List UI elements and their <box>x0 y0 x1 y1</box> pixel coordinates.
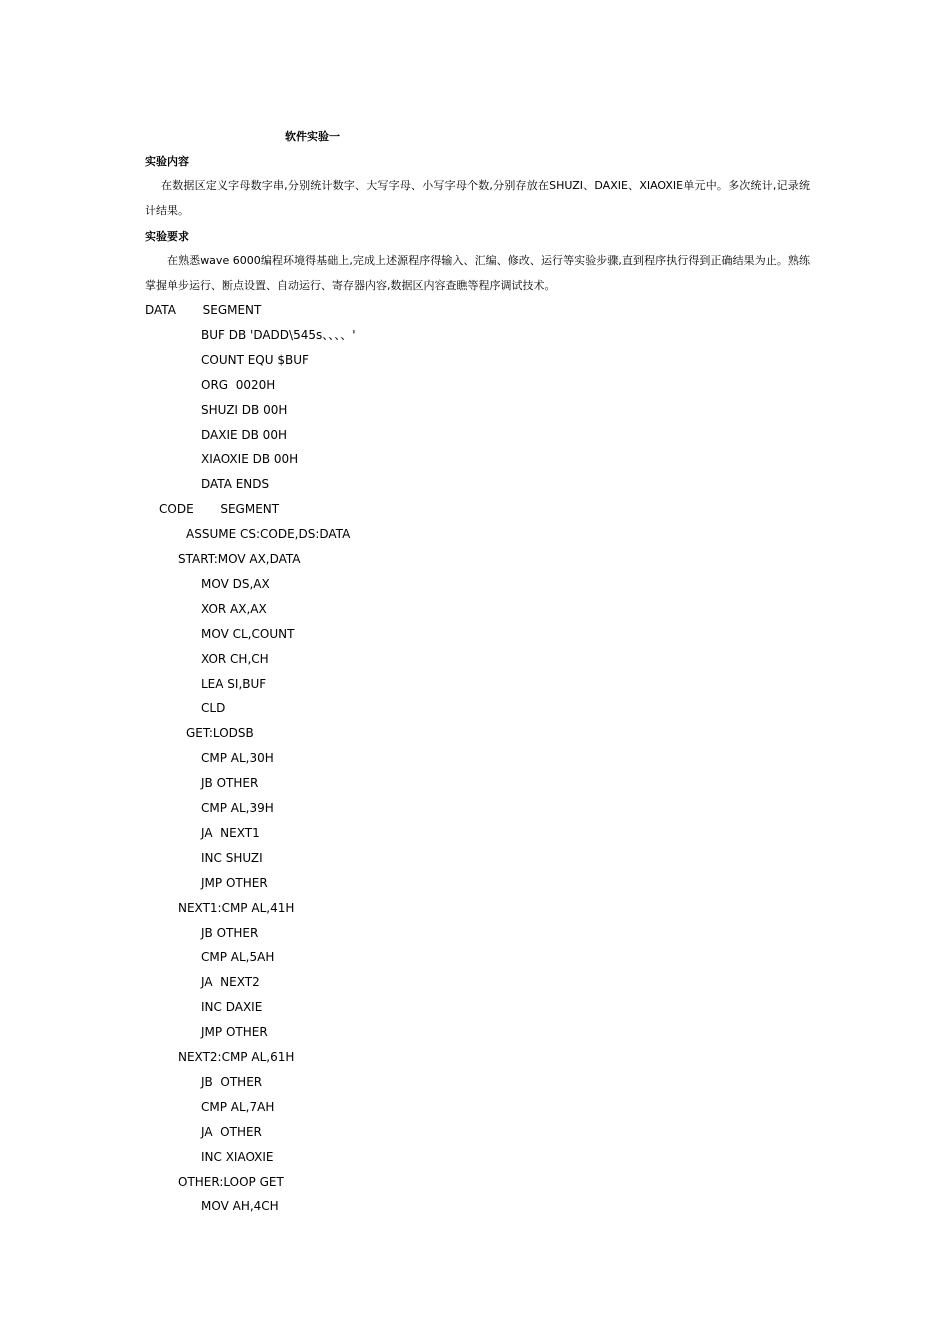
code-line: MOV DS,AX <box>201 576 270 591</box>
code-line: XIAOXIE DB 00H <box>201 452 299 467</box>
code-line: COUNT EQU $BUF <box>201 352 309 367</box>
code-line: INC XIAOXIE <box>201 1149 274 1164</box>
code-line: OTHER:LOOP GET <box>178 1174 284 1189</box>
code-line: JA NEXT1 <box>201 825 260 840</box>
code-line: CODE SEGMENT <box>159 502 280 517</box>
code-line: CMP AL,39H <box>201 801 274 815</box>
code-line: START:MOV AX,DATA <box>178 552 301 566</box>
code-line: JA OTHER <box>201 1124 262 1139</box>
code-line: JMP OTHER <box>201 875 268 890</box>
code-line: CMP AL,30H <box>201 751 274 766</box>
code-line: CLD <box>201 701 226 716</box>
section-heading-requirements: 实验要求 <box>145 230 189 243</box>
code-line: NEXT1:CMP AL,41H <box>178 900 295 915</box>
code-line: JB OTHER <box>201 1074 263 1089</box>
page-title: 软件实验一 <box>285 130 340 143</box>
code-line: ASSUME CS:CODE,DS:DATA <box>186 527 351 542</box>
code-line: DAXIE DB 00H <box>201 427 287 442</box>
code-line: LEA SI,BUF <box>201 676 267 691</box>
code-line: XOR AX,AX <box>201 601 267 616</box>
code-line: JMP OTHER <box>201 1025 268 1040</box>
code-line: NEXT2:CMP AL,61H <box>178 1050 295 1064</box>
code-line: CMP AL,7AH <box>201 1099 275 1114</box>
code-line: MOV AH,4CH <box>201 1199 279 1214</box>
code-line: INC DAXIE <box>201 1000 263 1015</box>
code-line: JB OTHER <box>201 776 259 791</box>
code-line: JB OTHER <box>201 925 259 940</box>
code-line: DATA ENDS <box>201 477 270 492</box>
code-line: ORG 0020H <box>201 377 276 392</box>
code-line: INC SHUZI <box>201 850 263 865</box>
section-text-content: 在数据区定义字母数字串,分别统计数字、大写字母、小写字母个数,分别存放在SHUZI、DAXIE、XIAOXIE单元中。多次统计,记录统计结果。 <box>145 179 810 217</box>
code-line: DATA SEGMENT <box>145 303 262 317</box>
code-line: XOR CH,CH <box>201 651 269 666</box>
code-line: BUF DB 'DADD\545s、、、、' <box>201 327 356 342</box>
code-line: GET:LODSB <box>186 726 254 741</box>
code-line: JA NEXT2 <box>201 975 260 990</box>
code-line: CMP AL,5AH <box>201 950 275 965</box>
section-text-requirements: 在熟悉wave 6000编程环境得基础上,完成上述源程序得输入、汇编、修改、运行等实验步骤,直到程序执行得到正确结果为止。熟练掌握单步运行、断点设置、自动运行、寄存器内容,数据区内容查瞧等程序调试技术。 <box>145 254 810 292</box>
code-line: SHUZI DB 00H <box>201 402 288 417</box>
code-line: MOV CL,COUNT <box>201 626 295 641</box>
section-heading-content: 实验内容 <box>145 155 189 168</box>
